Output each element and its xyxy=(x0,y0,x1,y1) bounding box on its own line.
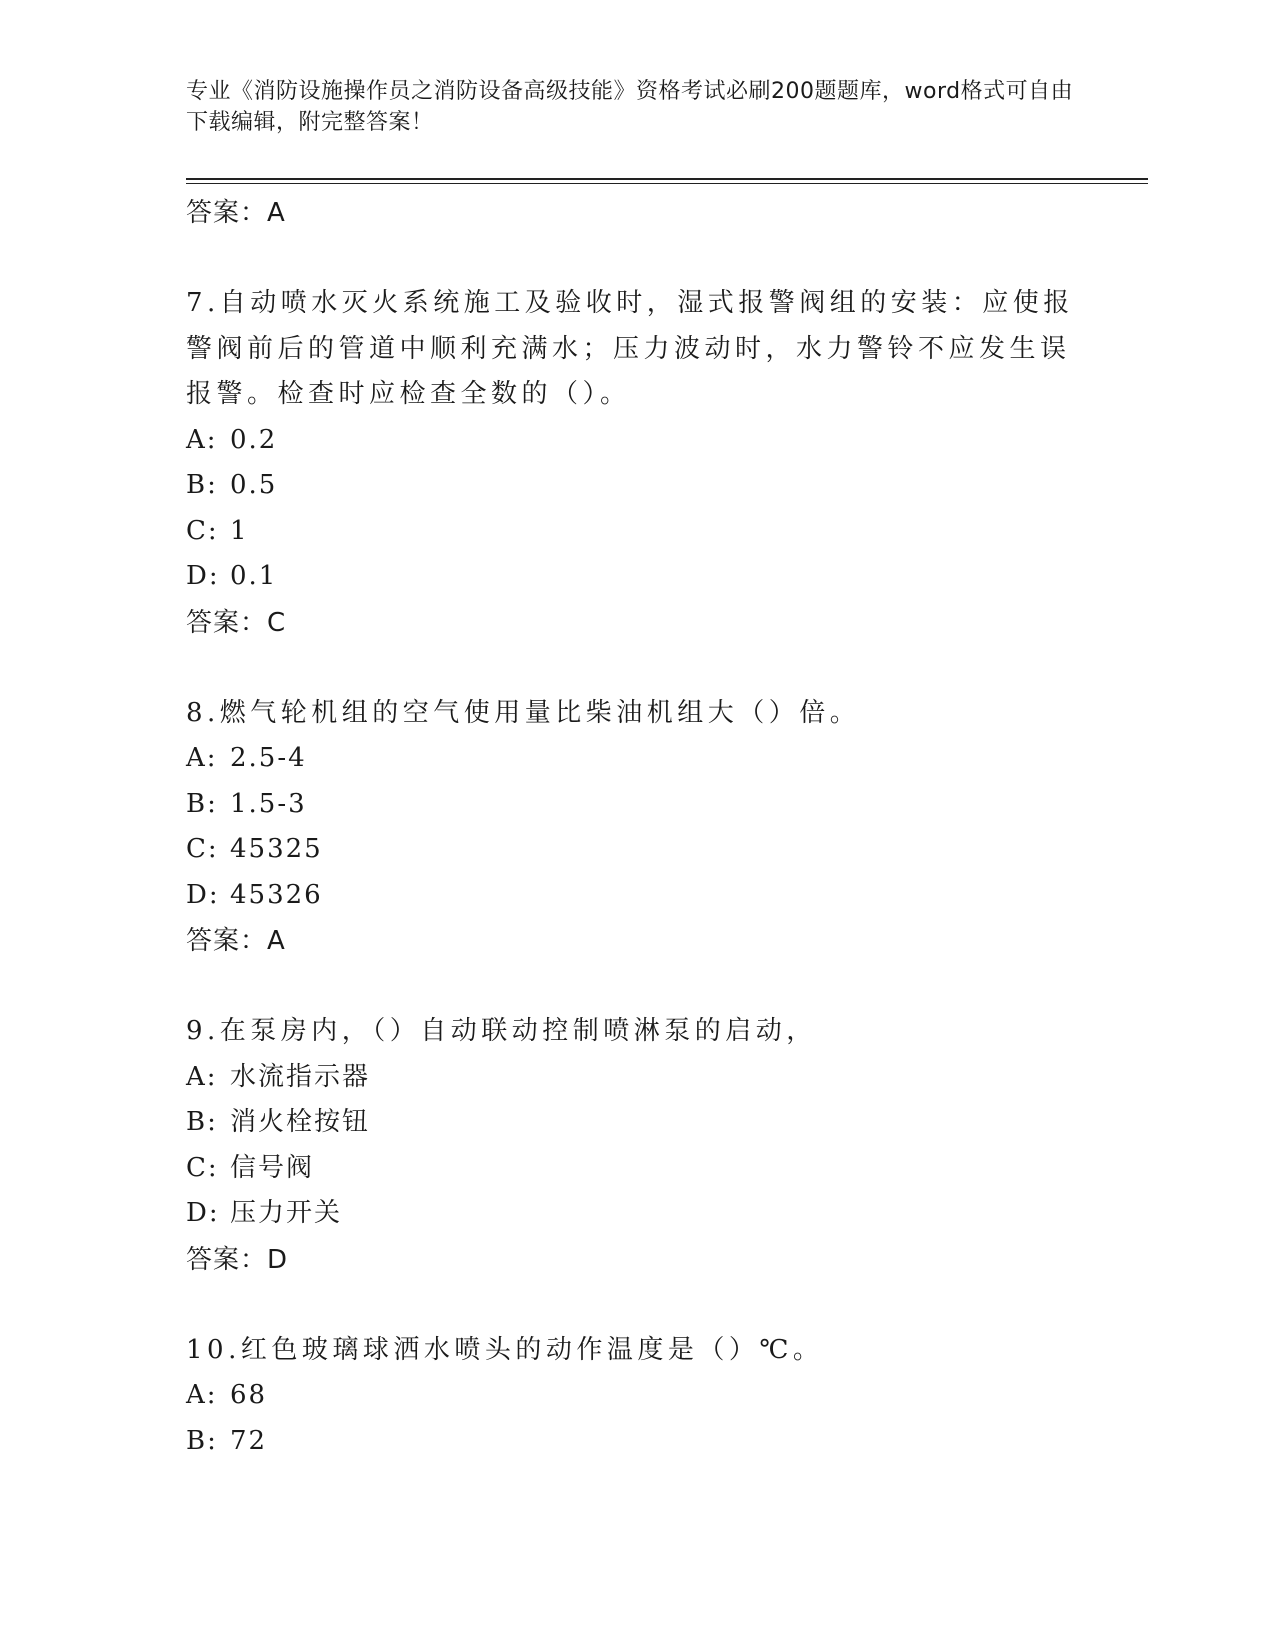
option-value: 压力开关 xyxy=(230,1198,343,1228)
option xyxy=(186,1146,1076,1192)
option-value: 0.5 xyxy=(230,470,278,500)
option xyxy=(186,1100,1076,1146)
option-value: 68 xyxy=(230,1380,268,1410)
option xyxy=(186,1419,1076,1465)
option-value: 水流指示器 xyxy=(230,1061,371,1092)
option xyxy=(186,1055,1076,1101)
option xyxy=(186,1373,1076,1419)
question-text: 10.红色玻璃球洒水喷头的动作温度是（）℃。 xyxy=(186,1334,824,1365)
answer-line: 答案：A xyxy=(186,926,286,956)
option-key: C: xyxy=(186,834,219,864)
option-key: D: xyxy=(186,1198,220,1228)
answer-line: 答案：A xyxy=(186,198,286,228)
option-key: A: xyxy=(186,1380,218,1410)
answer-line: 答案：C xyxy=(186,607,287,638)
header-rule-thick xyxy=(186,178,1148,180)
option xyxy=(186,782,1076,828)
option-value: 2.5-4 xyxy=(230,743,307,773)
option-value: 0.2 xyxy=(230,424,278,455)
question-text: 9.在泵房内，（）自动联动控制喷淋泵的启动， xyxy=(186,1016,817,1046)
option-key: A: xyxy=(186,743,218,773)
option xyxy=(186,463,1076,509)
document-body xyxy=(186,190,1076,1464)
option xyxy=(186,418,1076,464)
option-key: A: xyxy=(186,1061,218,1092)
option-key: C: xyxy=(186,515,219,546)
answer-line: 答案：D xyxy=(186,1244,289,1275)
option-value: 1 xyxy=(230,515,249,546)
option-key: A: xyxy=(186,424,218,455)
option xyxy=(186,873,1076,919)
option-key: B: xyxy=(186,1107,218,1137)
header-rule-thin xyxy=(186,183,1148,184)
option-key: B: xyxy=(186,470,218,500)
option-value: 45325 xyxy=(230,834,323,864)
option-value: 1.5-3 xyxy=(230,788,307,819)
option-key: D: xyxy=(186,879,220,910)
question-text: 8.燃气轮机组的空气使用量比柴油机组大（）倍。 xyxy=(186,697,861,728)
option xyxy=(186,736,1076,782)
option-value: 消火栓按钮 xyxy=(230,1107,371,1137)
option-value: 45326 xyxy=(230,879,323,910)
option-value: 信号阀 xyxy=(230,1152,315,1183)
option-key: D: xyxy=(186,561,220,591)
question-text: 7.自动喷水灭火系统施工及验收时，湿式报警阀组的安装：应使报警阀前后的管道中顺利充满水；压力波动时，水力警铃不应发生误报警。检查时应检查全数的（）。 xyxy=(186,288,1074,409)
option xyxy=(186,1191,1076,1237)
option-value: 0.1 xyxy=(230,561,278,591)
option-key: B: xyxy=(186,788,218,819)
option-key: B: xyxy=(186,1425,218,1456)
option xyxy=(186,827,1076,873)
document-header: 专业《消防设施操作员之消防设备高级技能》资格考试必刷200题题库，word格式可自由下载编辑，附完整答案！ xyxy=(186,79,1074,135)
option xyxy=(186,554,1076,600)
option xyxy=(186,509,1076,555)
option-key: C: xyxy=(186,1152,219,1183)
option-value: 72 xyxy=(230,1425,268,1456)
